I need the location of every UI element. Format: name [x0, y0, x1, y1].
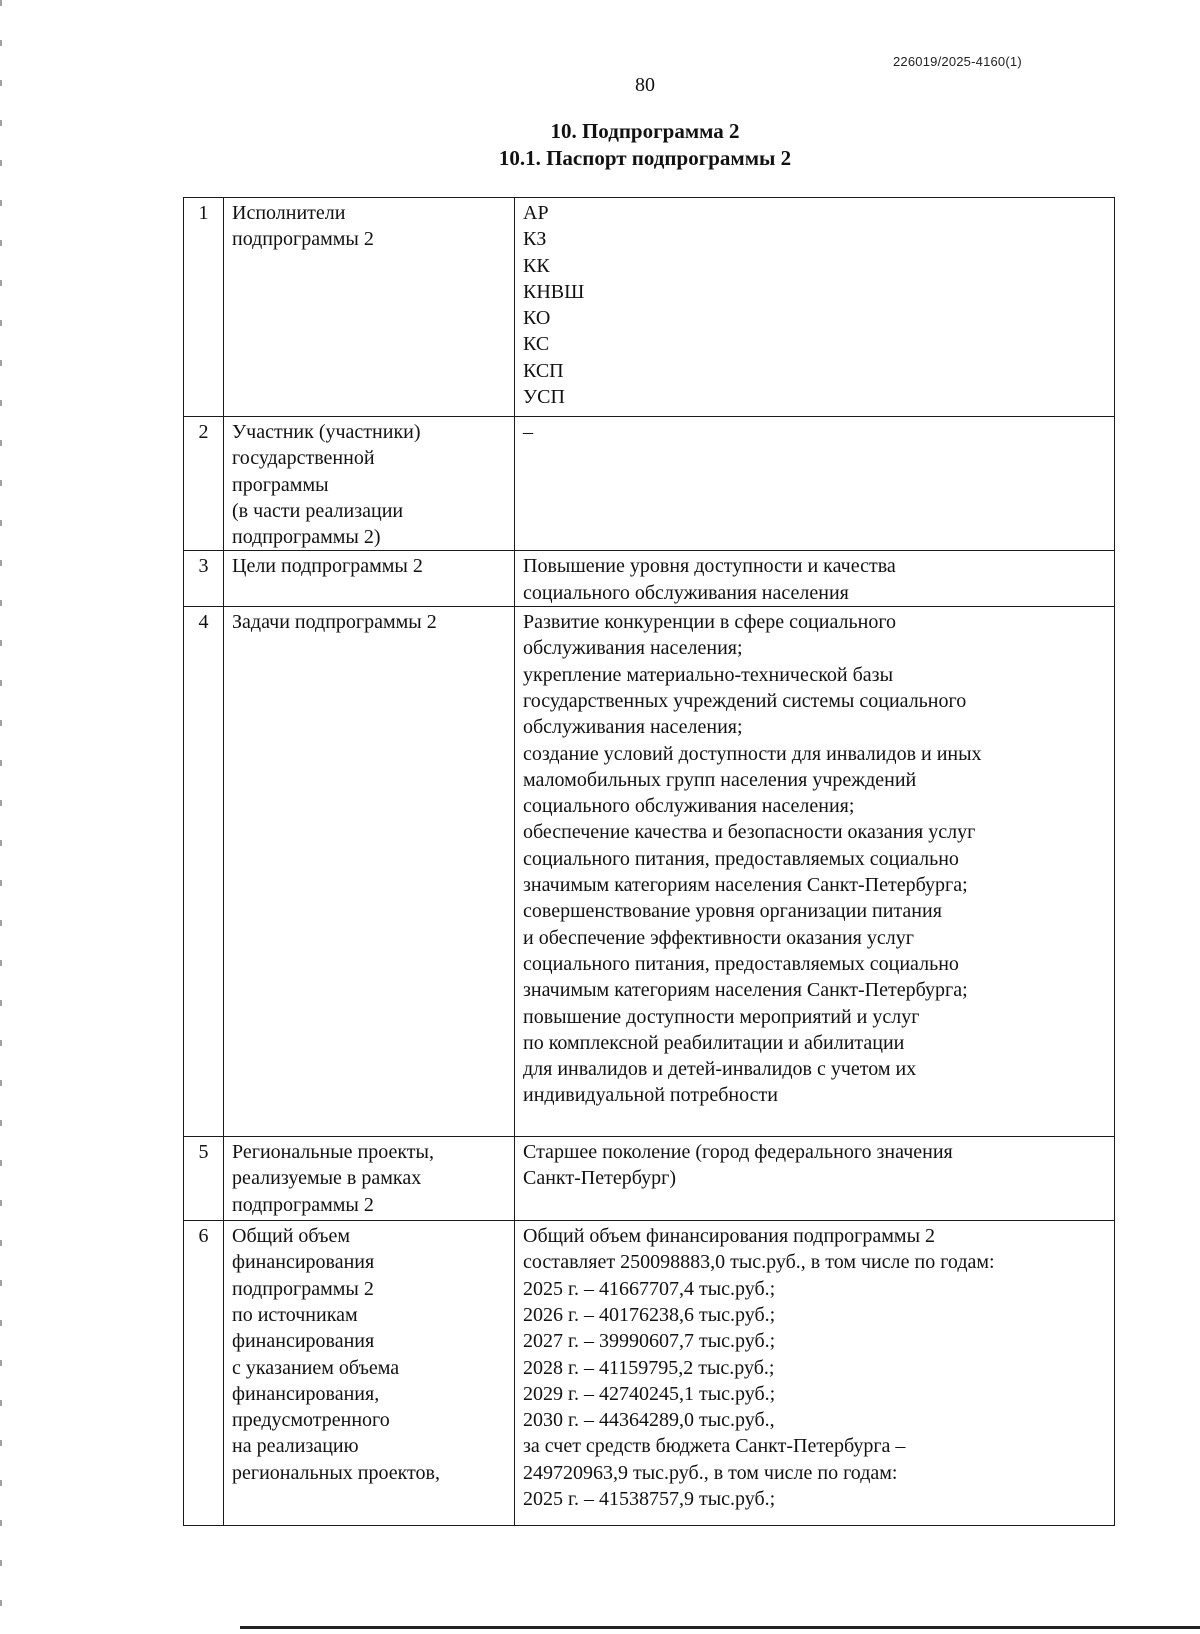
- row-content-line: социального питания, предоставляемых социально: [523, 952, 959, 975]
- document-id: 226019/2025-4160(1): [893, 54, 1022, 69]
- row-content-line: –: [523, 421, 533, 443]
- heading-passport: 10.1. Паспорт подпрограммы 2: [498, 146, 792, 170]
- row-content-cell: [515, 1221, 1115, 1526]
- row-label-line: по источникам: [232, 1303, 358, 1326]
- passport-table-body: [184, 198, 1115, 1526]
- row-label-line: на реализацию: [232, 1435, 359, 1458]
- row-content-line: значимым категориям населения Санкт-Петербурга;: [523, 979, 968, 1002]
- row-label-line: Задачи подпрограммы 2: [232, 611, 437, 634]
- row-label-line: подпрограммы 2): [232, 526, 381, 549]
- section-heading: [0, 118, 1200, 172]
- row-content-line: 2029 г. – 42740245,1 тыс.руб.;: [523, 1382, 776, 1405]
- row-label-line: подпрограммы 2: [232, 1193, 374, 1216]
- scan-edge-artifact: [0, 0, 2, 1634]
- row-content-cell: [515, 607, 1115, 1137]
- row-content-line: Санкт-Петербург): [523, 1167, 676, 1190]
- passport-row: [184, 1137, 1115, 1221]
- row-content-line: создание условий доступности для инвалидов и иных: [523, 742, 982, 765]
- row-content-line: Старшее поколение (город федерального значения: [523, 1141, 953, 1164]
- row-content-line: КО: [523, 307, 551, 330]
- passport-row: [184, 1221, 1115, 1526]
- row-content-line: государственных учреждений системы социального: [523, 689, 967, 712]
- row-content-line: обеспечение качества и безопасности оказания услуг: [523, 821, 976, 844]
- row-label-line: подпрограммы 2: [232, 228, 374, 251]
- row-label-cell: [224, 1221, 515, 1526]
- row-label-line: (в части реализации: [232, 499, 404, 522]
- row-number: 6: [184, 1221, 224, 1526]
- passport-row: [184, 198, 1115, 417]
- row-label-cell: [224, 417, 515, 551]
- row-number: 1: [184, 198, 224, 417]
- row-label-cell: [224, 198, 515, 417]
- heading-subprogram: 10. Подпрограмма 2: [550, 119, 740, 143]
- row-label-line: программы: [232, 473, 329, 496]
- row-content-line: по комплексной реабилитации и абилитации: [523, 1031, 905, 1054]
- row-content-line: КЗ: [523, 228, 547, 251]
- row-label-line: региональных проектов,: [232, 1461, 440, 1484]
- row-content-line: маломобильных групп населения учреждений: [523, 768, 917, 791]
- row-content-line: социального обслуживания населения;: [523, 795, 855, 818]
- page-number: 80: [635, 74, 655, 96]
- row-content-line: обслуживания населения;: [523, 716, 743, 739]
- row-content-line: повышение доступности мероприятий и услуг: [523, 1005, 920, 1028]
- row-label-line: Участник (участники): [232, 421, 421, 443]
- row-content-line: 2025 г. – 41538757,9 тыс.руб.;: [523, 1488, 776, 1511]
- row-content-line: укрепление материально-технической базы: [523, 663, 894, 686]
- row-label-line: Общий объем: [232, 1225, 350, 1248]
- row-content-line: значимым категориям населения Санкт-Петербурга;: [523, 874, 968, 897]
- row-content-line: 2026 г. – 40176238,6 тыс.руб.;: [523, 1303, 776, 1326]
- row-content-line: КНВШ: [523, 280, 585, 303]
- row-label-line: финансирования: [232, 1330, 375, 1353]
- row-label-line: Цели подпрограммы 2: [232, 555, 423, 578]
- row-content-line: УСП: [523, 386, 565, 409]
- passport-row: [184, 551, 1115, 607]
- bottom-rule: [240, 1626, 1200, 1629]
- row-label-line: предусмотренного: [232, 1409, 390, 1432]
- row-number: 4: [184, 607, 224, 1137]
- row-content-line: 2027 г. – 39990607,7 тыс.руб.;: [523, 1330, 776, 1353]
- row-content-line: Повышение уровня доступности и качества: [523, 555, 896, 578]
- row-content-line: Общий объем финансирования подпрограммы 2: [523, 1225, 936, 1248]
- row-content-line: 2025 г. – 41667707,4 тыс.руб.;: [523, 1277, 776, 1300]
- passport-row: [184, 417, 1115, 551]
- passport-row: [184, 607, 1115, 1137]
- row-content-cell: [515, 198, 1115, 417]
- row-content-cell: [515, 551, 1115, 607]
- row-label-cell: [224, 607, 515, 1137]
- row-content-line: и обеспечение эффективности оказания услуг: [523, 926, 914, 949]
- row-label-line: подпрограммы 2: [232, 1277, 374, 1300]
- row-content-line: 249720963,9 тыс.руб., в том числе по годам:: [523, 1461, 898, 1484]
- row-content-line: социального питания, предоставляемых социально: [523, 847, 959, 870]
- row-label-line: государственной: [232, 447, 375, 470]
- row-content-line: совершенствование уровня организации питания: [523, 900, 942, 923]
- row-content-line: АР: [523, 202, 549, 224]
- row-number: 5: [184, 1137, 224, 1221]
- row-content-line: за счет средств бюджета Санкт-Петербурга –: [523, 1435, 906, 1458]
- row-number: 3: [184, 551, 224, 607]
- row-content-line: индивидуальной потребности: [523, 1084, 778, 1107]
- row-label-line: финансирования,: [232, 1382, 380, 1405]
- row-label-cell: [224, 1137, 515, 1221]
- row-content-line: КК: [523, 254, 550, 277]
- row-content-line: 2030 г. – 44364289,0 тыс.руб.,: [523, 1409, 775, 1432]
- row-label-line: Региональные проекты,: [232, 1141, 434, 1164]
- row-content-line: для инвалидов и детей-инвалидов с учетом их: [523, 1058, 917, 1081]
- passport-table: [183, 197, 1115, 1526]
- row-content-cell: [515, 417, 1115, 551]
- row-number: 2: [184, 417, 224, 551]
- row-content-cell: [515, 1137, 1115, 1221]
- row-label-line: финансирования: [232, 1251, 375, 1274]
- row-label-line: с указанием объема: [232, 1356, 400, 1379]
- row-content-line: обслуживания населения;: [523, 637, 743, 660]
- row-content-line: социального обслуживания населения: [523, 581, 849, 604]
- row-label-line: реализуемые в рамках: [232, 1167, 422, 1190]
- row-content-line: КС: [523, 333, 550, 356]
- row-label-cell: [224, 551, 515, 607]
- row-content-line: составляет 250098883,0 тыс.руб., в том числе по годам:: [523, 1251, 995, 1274]
- row-content-line: 2028 г. – 41159795,2 тыс.руб.;: [523, 1356, 775, 1379]
- row-content-line: Развитие конкуренции в сфере социального: [523, 611, 897, 634]
- row-label-line: Исполнители: [232, 202, 346, 224]
- row-content-line: КСП: [523, 359, 564, 382]
